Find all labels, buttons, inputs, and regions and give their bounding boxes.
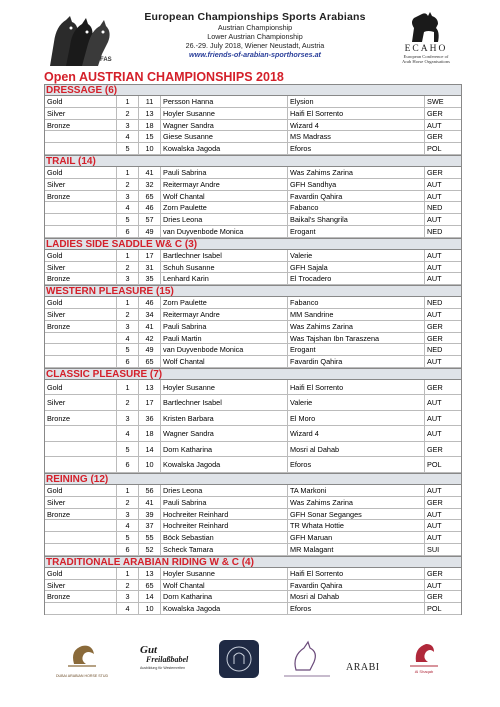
rider-cell: Pauli Martin <box>161 333 288 344</box>
result-row <box>45 191 461 203</box>
start-number-cell: 39 <box>139 509 161 520</box>
medal-cell: Gold <box>45 568 117 579</box>
place-cell: 4 <box>117 202 139 213</box>
medal-cell: Bronze <box>45 273 117 284</box>
horse-cell: Mosri al Dahab <box>288 591 425 602</box>
rider-cell: Kowalska Jagoda <box>161 143 288 154</box>
ecaho-sub-2: Arab Horse Organisations <box>402 59 450 64</box>
start-number-cell: 17 <box>139 395 161 410</box>
ecaho-horse-logo <box>392 10 460 44</box>
horse-cell: MS Madrass <box>288 131 425 142</box>
rider-cell: Giese Susanne <box>161 131 288 142</box>
start-number-cell: 41 <box>139 167 161 178</box>
horse-cell: MM Sandrine <box>288 309 425 320</box>
section-header: REINING (12) <box>45 473 461 485</box>
start-number-cell: 52 <box>139 544 161 555</box>
horse-cell: Mosri al Dahab <box>288 442 425 457</box>
country-cell: AUT <box>427 215 442 225</box>
rider-cell: Dries Leona <box>161 214 288 225</box>
round-emblem-logo <box>216 638 262 680</box>
country-cell: GER <box>427 592 443 602</box>
start-number-cell: 15 <box>139 131 161 142</box>
horse-cell: GFH Maruan <box>288 532 425 543</box>
country-cell: GER <box>427 167 443 177</box>
medal-cell: Silver <box>45 580 117 591</box>
rider-cell: Bartlechner Isabel <box>161 395 288 410</box>
start-number-cell: 49 <box>139 226 161 237</box>
rider-cell: Wagner Sandra <box>161 426 288 441</box>
country-cell: SUI <box>427 544 440 554</box>
horse-cell: Erogant <box>288 344 425 355</box>
section-header: CLASSIC PLEASURE (7) <box>45 368 461 380</box>
horse-cell: GFH Sonar Seganges <box>288 509 425 520</box>
horse-cell: Baikal's Shangrila <box>288 214 425 225</box>
start-number-cell: 17 <box>139 250 161 261</box>
event-subtitle-1: Austrian Championship <box>217 23 293 32</box>
event-header <box>120 11 390 59</box>
start-number-cell: 57 <box>139 214 161 225</box>
start-number-cell: 13 <box>139 108 161 119</box>
horse-cell: Favardin Qahira <box>288 356 425 367</box>
ecaho-sub-1: European Conference of <box>403 54 449 59</box>
horse-cell: Was Zahims Zarina <box>288 321 425 332</box>
horse-cell: Erogant <box>288 226 425 237</box>
result-row <box>45 485 461 497</box>
sponsor-6-label: Al Shaqab <box>414 669 434 674</box>
rider-cell: Kowalska Jagoda <box>161 603 288 614</box>
place-cell: 3 <box>117 591 139 602</box>
start-number-cell: 14 <box>139 591 161 602</box>
horse-cell: Haifi El Sorrento <box>288 380 425 395</box>
rider-cell: Hochreiter Reinhard <box>161 520 288 531</box>
start-number-cell: 18 <box>139 120 161 131</box>
rider-cell: Kristen Barbara <box>161 411 288 426</box>
sponsor-footer <box>44 638 460 680</box>
rider-cell: Persson Hanna <box>161 96 288 107</box>
medal-cell: Silver <box>45 395 117 410</box>
event-title: European Championships Sports Arabians <box>144 11 366 23</box>
results-table <box>44 84 462 615</box>
country-cell: GER <box>427 333 443 343</box>
start-number-cell: 10 <box>139 603 161 614</box>
country-cell: AUT <box>427 533 442 543</box>
result-row <box>45 273 461 285</box>
horse-cell: Was Zahims Zarina <box>288 497 425 508</box>
place-cell: 2 <box>117 179 139 190</box>
start-number-cell: 10 <box>139 143 161 154</box>
medal-cell: Silver <box>45 497 117 508</box>
place-cell: 5 <box>117 532 139 543</box>
country-cell: AUT <box>427 509 442 519</box>
result-row <box>45 356 461 368</box>
horse-cell: Fabanco <box>288 297 425 308</box>
medal-cell <box>45 143 117 154</box>
country-cell: AUT <box>427 250 442 260</box>
country-cell: AUT <box>427 309 442 319</box>
start-number-cell: 41 <box>139 321 161 332</box>
medal-cell <box>45 457 117 472</box>
start-number-cell: 49 <box>139 344 161 355</box>
start-number-cell: 41 <box>139 497 161 508</box>
rider-cell: Hoyler Susanne <box>161 380 288 395</box>
medal-cell <box>45 344 117 355</box>
rider-cell: Bartlechner Isabel <box>161 250 288 261</box>
country-cell: POL <box>427 144 442 154</box>
result-row <box>45 297 461 309</box>
horse-cell: Elysion <box>288 96 425 107</box>
start-number-cell: 14 <box>139 442 161 457</box>
country-cell: NED <box>427 203 443 213</box>
start-number-cell: 35 <box>139 273 161 284</box>
start-number-cell: 10 <box>139 457 161 472</box>
place-cell: 2 <box>117 395 139 410</box>
result-row <box>45 520 461 532</box>
country-cell: AUT <box>427 485 442 495</box>
rider-cell: Wolf Chantal <box>161 356 288 367</box>
country-cell: AUT <box>427 274 442 284</box>
horse-cell: El Moro <box>288 411 425 426</box>
result-row <box>45 202 461 214</box>
rider-cell: Dries Leona <box>161 485 288 496</box>
horse-cell: TA Markoni <box>288 485 425 496</box>
start-number-cell: 65 <box>139 356 161 367</box>
result-row <box>45 532 461 544</box>
sponsor-2-line2: Freilaßbabel <box>146 655 189 664</box>
place-cell: 2 <box>117 497 139 508</box>
horse-cell: MR Malagant <box>288 544 425 555</box>
country-cell: AUT <box>427 580 442 590</box>
medal-cell <box>45 426 117 441</box>
place-cell: 3 <box>117 411 139 426</box>
result-row <box>45 333 461 345</box>
result-row <box>45 442 461 458</box>
horse-cell: TR Whata Hottie <box>288 520 425 531</box>
country-cell: AUT <box>427 429 442 439</box>
result-row <box>45 411 461 427</box>
rider-cell: Dorn Katharina <box>161 442 288 457</box>
sponsor-2-sub: Ausbildung für Westernreiten <box>140 666 186 670</box>
result-row <box>45 250 461 262</box>
result-row <box>45 497 461 509</box>
result-row <box>45 426 461 442</box>
sponsor-5-label: ARABI <box>346 662 380 673</box>
event-subtitle-2: Lower Austrian Championship <box>207 32 303 41</box>
start-number-cell: 11 <box>139 96 161 107</box>
place-cell: 1 <box>117 96 139 107</box>
place-cell: 2 <box>117 262 139 273</box>
place-cell: 6 <box>117 544 139 555</box>
place-cell: 1 <box>117 250 139 261</box>
horse-cell: Was Tajshan Ibn Taraszena <box>288 333 425 344</box>
place-cell: 6 <box>117 457 139 472</box>
rider-cell: Hoyler Susanne <box>161 568 288 579</box>
place-cell: 2 <box>117 580 139 591</box>
start-number-cell: 18 <box>139 426 161 441</box>
medal-cell: Gold <box>45 485 117 496</box>
place-cell: 5 <box>117 442 139 457</box>
place-cell: 2 <box>117 108 139 119</box>
rider-cell: Wagner Sandra <box>161 120 288 131</box>
rider-cell: Dorn Katharina <box>161 591 288 602</box>
medal-cell: Gold <box>45 96 117 107</box>
country-cell: GER <box>427 444 443 454</box>
horse-cell: Wizard 4 <box>288 426 425 441</box>
horse-cell: Eforos <box>288 603 425 614</box>
horse-cell: El Trocadero <box>288 273 425 284</box>
place-cell: 1 <box>117 485 139 496</box>
result-row <box>45 131 461 143</box>
country-cell: AUT <box>427 262 442 272</box>
place-cell: 4 <box>117 333 139 344</box>
place-cell: 6 <box>117 356 139 367</box>
medal-cell: Bronze <box>45 509 117 520</box>
country-cell: NED <box>427 298 443 308</box>
result-row <box>45 457 461 473</box>
section-header: DRESSAGE (6) <box>45 84 461 96</box>
medal-cell: Bronze <box>45 591 117 602</box>
sponsor-2-line1: Gut <box>140 644 158 656</box>
horse-cell: GFH Sandhya <box>288 179 425 190</box>
country-cell: AUT <box>427 357 442 367</box>
section-header: LADIES SIDE SADDLE W& C (3) <box>45 238 461 250</box>
start-number-cell: 36 <box>139 411 161 426</box>
medal-cell <box>45 214 117 225</box>
ecaho-block <box>392 44 460 64</box>
place-cell: 3 <box>117 321 139 332</box>
country-cell: AUT <box>427 179 442 189</box>
horse-cell: Haifi El Sorrento <box>288 568 425 579</box>
horse-cell: Favardin Qahira <box>288 191 425 202</box>
country-cell: NED <box>427 226 443 236</box>
medal-cell <box>45 202 117 213</box>
result-row <box>45 395 461 411</box>
rider-cell: Lenhard Karin <box>161 273 288 284</box>
country-cell: SWE <box>427 97 444 106</box>
rider-cell: Hoyler Susanne <box>161 108 288 119</box>
place-cell: 1 <box>117 568 139 579</box>
medal-cell: Bronze <box>45 321 117 332</box>
horse-cell: Fabanco <box>288 202 425 213</box>
country-cell: GER <box>427 321 443 331</box>
result-row <box>45 214 461 226</box>
place-cell: 3 <box>117 120 139 131</box>
horse-cell: Valerie <box>288 395 425 410</box>
country-cell: POL <box>427 604 442 614</box>
rider-cell: Wolf Chantal <box>161 580 288 591</box>
place-cell: 4 <box>117 426 139 441</box>
country-cell: AUT <box>427 413 442 423</box>
place-cell: 3 <box>117 191 139 202</box>
start-number-cell: 13 <box>139 380 161 395</box>
rider-cell: Pauli Sabrina <box>161 497 288 508</box>
result-row <box>45 179 461 191</box>
medal-cell: Bronze <box>45 120 117 131</box>
place-cell: 3 <box>117 273 139 284</box>
horse-cell: Eforos <box>288 457 425 472</box>
country-cell: GER <box>427 382 443 392</box>
rider-cell: Reitermayr Andre <box>161 179 288 190</box>
result-row <box>45 580 461 592</box>
horse-cell: Valerie <box>288 250 425 261</box>
rider-cell: Pauli Sabrina <box>161 321 288 332</box>
gut-freilassbabel-logo <box>126 638 196 680</box>
start-number-cell: 42 <box>139 333 161 344</box>
medal-cell: Silver <box>45 179 117 190</box>
place-cell: 5 <box>117 143 139 154</box>
event-url[interactable]: www.friends-of-arabian-sporthorses.at <box>189 50 321 59</box>
country-cell: AUT <box>427 191 442 201</box>
rider-cell: Reitermayr Andre <box>161 309 288 320</box>
place-cell: 3 <box>117 509 139 520</box>
horse-cell: Wizard 4 <box>288 120 425 131</box>
start-number-cell: 55 <box>139 532 161 543</box>
country-cell: GER <box>427 497 443 507</box>
place-cell: 5 <box>117 344 139 355</box>
country-cell: AUT <box>427 398 442 408</box>
rider-cell: Hochreiter Reinhard <box>161 509 288 520</box>
start-number-cell: 31 <box>139 262 161 273</box>
medal-cell <box>45 520 117 531</box>
result-row <box>45 321 461 333</box>
result-row <box>45 167 461 179</box>
place-cell: 1 <box>117 167 139 178</box>
rider-cell: Scheck Tamara <box>161 544 288 555</box>
result-row <box>45 568 461 580</box>
rider-cell: Wolf Chantal <box>161 191 288 202</box>
result-row <box>45 96 461 108</box>
start-number-cell: 37 <box>139 520 161 531</box>
medal-cell: Silver <box>45 262 117 273</box>
country-cell: GER <box>427 108 443 118</box>
start-number-cell: 46 <box>139 202 161 213</box>
start-number-cell: 56 <box>139 485 161 496</box>
event-date-place: 26.-29. July 2018, Wiener Neustadt, Austria <box>185 41 325 50</box>
result-row <box>45 309 461 321</box>
result-row <box>45 509 461 521</box>
country-cell: NED <box>427 345 443 355</box>
horse-cell: Haifi El Sorrento <box>288 108 425 119</box>
country-cell: AUT <box>427 120 442 130</box>
result-row <box>45 344 461 356</box>
arabian-horse-society-logo <box>276 638 338 680</box>
result-row <box>45 120 461 132</box>
result-row <box>45 262 461 274</box>
rider-cell: Böck Sebastian <box>161 532 288 543</box>
medal-cell: Bronze <box>45 411 117 426</box>
medal-cell: Gold <box>45 380 117 395</box>
rider-cell: Zorn Paulette <box>161 202 288 213</box>
place-cell: 4 <box>117 603 139 614</box>
country-cell: POL <box>427 460 442 470</box>
rider-cell: van Duyvenbode Monica <box>161 226 288 237</box>
place-cell: 5 <box>117 214 139 225</box>
rider-cell: van Duyvenbode Monica <box>161 344 288 355</box>
medal-cell <box>45 532 117 543</box>
country-cell: GER <box>427 568 443 578</box>
rider-cell: Pauli Sabrina <box>161 167 288 178</box>
horse-cell: GFH Sajala <box>288 262 425 273</box>
section-header: TRAIL (14) <box>45 155 461 167</box>
place-cell: 2 <box>117 309 139 320</box>
result-row <box>45 226 461 238</box>
fas-label: FAS <box>100 57 112 63</box>
start-number-cell: 65 <box>139 191 161 202</box>
arabi-logo <box>342 638 388 680</box>
medal-cell: Gold <box>45 167 117 178</box>
result-row <box>45 143 461 155</box>
medal-cell <box>45 131 117 142</box>
rider-cell: Zorn Paulette <box>161 297 288 308</box>
country-cell: AUT <box>427 521 442 531</box>
medal-cell <box>45 333 117 344</box>
country-cell: GER <box>427 132 443 142</box>
medal-cell: Bronze <box>45 191 117 202</box>
start-number-cell: 34 <box>139 309 161 320</box>
medal-cell <box>45 356 117 367</box>
medal-cell: Gold <box>45 250 117 261</box>
start-number-cell: 65 <box>139 580 161 591</box>
page-title: Open AUSTRIAN CHAMPIONSHIPS 2018 <box>44 70 284 84</box>
medal-cell: Gold <box>45 297 117 308</box>
result-row <box>45 108 461 120</box>
rider-cell: Kowalska Jagoda <box>161 457 288 472</box>
medal-cell: Silver <box>45 108 117 119</box>
result-row <box>45 544 461 556</box>
place-cell: 4 <box>117 131 139 142</box>
place-cell: 4 <box>117 520 139 531</box>
place-cell: 6 <box>117 226 139 237</box>
horse-cell: Eforos <box>288 143 425 154</box>
section-header: TRADITIONALE ARABIAN RIDING W & C (4) <box>45 556 461 568</box>
medal-cell <box>45 442 117 457</box>
result-row <box>45 591 461 603</box>
sponsor-1-label: DUBAI ARABIAN HORSE STUD <box>55 674 109 678</box>
start-number-cell: 13 <box>139 568 161 579</box>
start-number-cell: 46 <box>139 297 161 308</box>
result-row <box>45 603 461 615</box>
medal-cell <box>45 603 117 614</box>
medal-cell: Silver <box>45 309 117 320</box>
ecaho-title: ECAHO <box>404 44 448 54</box>
horse-cell: Was Zahims Zarina <box>288 167 425 178</box>
start-number-cell: 32 <box>139 179 161 190</box>
section-header: WESTERN PLEASURE (15) <box>45 285 461 297</box>
result-row <box>45 380 461 396</box>
rider-cell: Schuh Susanne <box>161 262 288 273</box>
place-cell: 1 <box>117 380 139 395</box>
place-cell: 1 <box>117 297 139 308</box>
medal-cell <box>45 226 117 237</box>
medal-cell <box>45 544 117 555</box>
horse-cell: Favardin Qahira <box>288 580 425 591</box>
